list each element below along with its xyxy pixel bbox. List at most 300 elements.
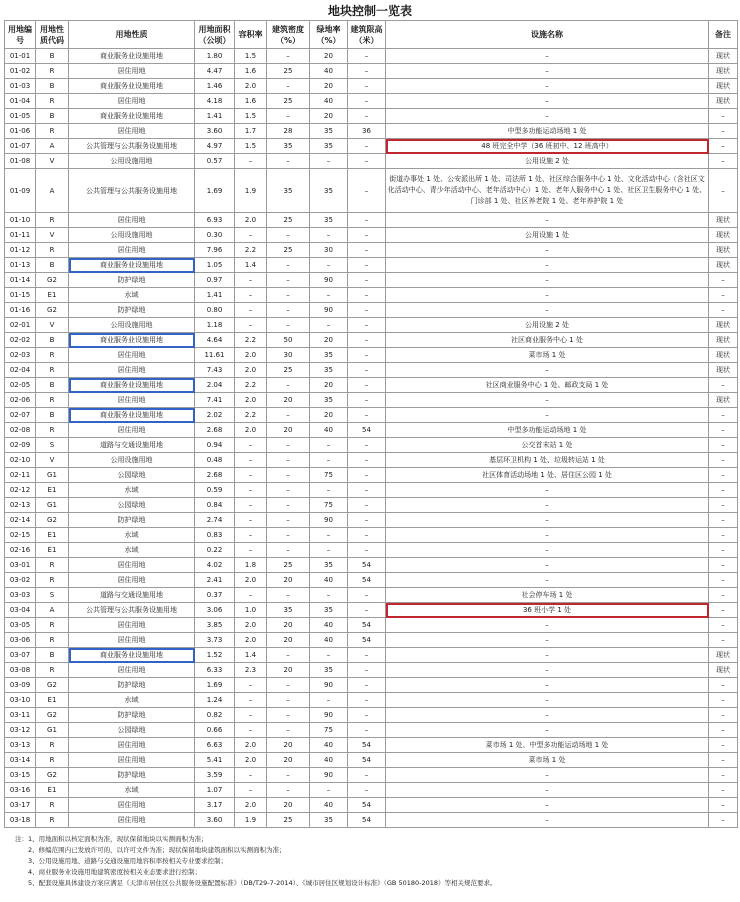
cell-plot-id: 01-07 <box>5 139 36 154</box>
cell-height-limit: – <box>348 453 386 468</box>
cell-density: 20 <box>267 618 310 633</box>
cell-remark: – <box>709 498 738 513</box>
cell-green-rate: 35 <box>310 124 348 139</box>
cell-plot-id: 03-07 <box>5 648 36 663</box>
cell-land-use: 公共管理与公共服务设施用地 <box>69 139 195 154</box>
cell-plot-id: 01-05 <box>5 109 36 124</box>
cell-area: 0.80 <box>195 303 235 318</box>
cell-land-code: V <box>36 154 69 169</box>
cell-height-limit: – <box>348 303 386 318</box>
cell-land-code: R <box>36 348 69 363</box>
cell-area: 2.74 <box>195 513 235 528</box>
cell-remark: 现状 <box>709 228 738 243</box>
cell-green-rate: 35 <box>310 169 348 213</box>
cell-facility: – <box>386 768 709 783</box>
table-row <box>5 618 738 633</box>
cell-land-code: R <box>36 618 69 633</box>
cell-height-limit: – <box>348 228 386 243</box>
cell-density: – <box>267 318 310 333</box>
cell-land-code: A <box>36 169 69 213</box>
cell-green-rate: 20 <box>310 378 348 393</box>
cell-area: 2.41 <box>195 573 235 588</box>
cell-plot-id: 01-06 <box>5 124 36 139</box>
cell-remark: – <box>709 723 738 738</box>
cell-area: 4.18 <box>195 94 235 109</box>
cell-land-use: 商业服务业设施用地 <box>69 333 195 348</box>
cell-land-code: R <box>36 753 69 768</box>
table-row <box>5 243 738 258</box>
cell-plot-id: 02-01 <box>5 318 36 333</box>
cell-land-use: 居住用地 <box>69 393 195 408</box>
cell-plot-id: 03-14 <box>5 753 36 768</box>
cell-land-use: 居住用地 <box>69 753 195 768</box>
cell-area: 5.41 <box>195 753 235 768</box>
cell-area: 0.57 <box>195 154 235 169</box>
cell-height-limit: 36 <box>348 124 386 139</box>
cell-land-code: A <box>36 139 69 154</box>
cell-green-rate: 20 <box>310 408 348 423</box>
cell-remark: 现状 <box>709 393 738 408</box>
cell-far: – <box>235 453 267 468</box>
cell-land-use: 公用设施用地 <box>69 318 195 333</box>
cell-remark: 现状 <box>709 333 738 348</box>
cell-land-use: 居住用地 <box>69 213 195 228</box>
cell-far: 2.0 <box>235 573 267 588</box>
cell-height-limit: – <box>348 273 386 288</box>
note-text: 5、配套设施具体建设方案应满足《天津市居住区公共服务设施配置标准》（DB/T29-7-2014）、《城市居住区规划设计标准》（GB 50180-2018）等相关规范要求。 <box>28 879 497 887</box>
cell-plot-id: 03-10 <box>5 693 36 708</box>
cell-plot-id: 03-09 <box>5 678 36 693</box>
cell-green-rate: 90 <box>310 303 348 318</box>
cell-facility: 社会停车场 1 处 <box>386 588 709 603</box>
cell-density: 25 <box>267 213 310 228</box>
cell-area: 4.02 <box>195 558 235 573</box>
cell-density: – <box>267 513 310 528</box>
cell-green-rate: – <box>310 438 348 453</box>
cell-area: 3.60 <box>195 813 235 828</box>
cell-facility: – <box>386 678 709 693</box>
cell-density: 50 <box>267 333 310 348</box>
cell-area: 0.22 <box>195 543 235 558</box>
cell-land-code: V <box>36 318 69 333</box>
cell-facility: – <box>386 723 709 738</box>
header-land-code: 用地性质代码 <box>36 21 69 49</box>
cell-facility: – <box>386 648 709 663</box>
cell-land-code: G1 <box>36 723 69 738</box>
cell-far: 1.0 <box>235 603 267 618</box>
cell-height-limit: 54 <box>348 813 386 828</box>
cell-land-use: 居住用地 <box>69 124 195 139</box>
cell-area: 6.33 <box>195 663 235 678</box>
cell-plot-id: 02-08 <box>5 423 36 438</box>
cell-density: – <box>267 154 310 169</box>
cell-area: 4.47 <box>195 64 235 79</box>
table-row <box>5 708 738 723</box>
cell-density: 20 <box>267 393 310 408</box>
table-row <box>5 303 738 318</box>
cell-height-limit: – <box>348 498 386 513</box>
cell-plot-id: 01-12 <box>5 243 36 258</box>
cell-facility: – <box>386 663 709 678</box>
table-row <box>5 453 738 468</box>
note-line <box>6 845 740 856</box>
cell-density: – <box>267 468 310 483</box>
cell-remark: – <box>709 708 738 723</box>
cell-density: – <box>267 648 310 663</box>
cell-height-limit: – <box>348 333 386 348</box>
cell-green-rate: – <box>310 783 348 798</box>
cell-land-use: 防护绿地 <box>69 768 195 783</box>
cell-far: – <box>235 468 267 483</box>
cell-area: 6.93 <box>195 213 235 228</box>
cell-far: – <box>235 783 267 798</box>
cell-land-code: G1 <box>36 468 69 483</box>
cell-remark: 现状 <box>709 318 738 333</box>
cell-green-rate: 35 <box>310 393 348 408</box>
cell-height-limit: – <box>348 468 386 483</box>
cell-facility: – <box>386 363 709 378</box>
cell-height-limit: – <box>348 723 386 738</box>
cell-far: – <box>235 483 267 498</box>
table-row <box>5 783 738 798</box>
header-remark: 备注 <box>709 21 738 49</box>
cell-facility: 36 班小学 1 处 <box>386 603 709 618</box>
cell-density: – <box>267 303 310 318</box>
cell-height-limit: – <box>348 79 386 94</box>
cell-land-code: G1 <box>36 498 69 513</box>
cell-remark: – <box>709 588 738 603</box>
cell-remark: – <box>709 783 738 798</box>
cell-land-code: B <box>36 49 69 64</box>
cell-height-limit: – <box>348 513 386 528</box>
table-row <box>5 348 738 363</box>
cell-land-use: 水域 <box>69 288 195 303</box>
cell-land-use: 水域 <box>69 543 195 558</box>
cell-far: – <box>235 768 267 783</box>
cell-height-limit: – <box>348 528 386 543</box>
cell-area: 2.68 <box>195 423 235 438</box>
cell-far: – <box>235 273 267 288</box>
cell-far: 2.2 <box>235 243 267 258</box>
cell-land-use: 公用设施用地 <box>69 228 195 243</box>
table-row <box>5 363 738 378</box>
cell-facility: 社区商业服务中心 1 处、邮政支局 1 处 <box>386 378 709 393</box>
cell-area: 1.41 <box>195 109 235 124</box>
cell-density: – <box>267 288 310 303</box>
cell-height-limit: – <box>348 348 386 363</box>
notes-prefix: 注： <box>15 835 28 843</box>
header-plot-id: 用地编号 <box>5 21 36 49</box>
cell-height-limit: – <box>348 438 386 453</box>
table-row <box>5 543 738 558</box>
cell-land-code: S <box>36 438 69 453</box>
cell-remark: – <box>709 169 738 213</box>
cell-land-code: V <box>36 453 69 468</box>
cell-height-limit: 54 <box>348 798 386 813</box>
cell-far: 2.0 <box>235 753 267 768</box>
cell-land-use: 居住用地 <box>69 348 195 363</box>
cell-facility: – <box>386 618 709 633</box>
cell-green-rate: 75 <box>310 468 348 483</box>
cell-remark: – <box>709 139 738 154</box>
cell-green-rate: 90 <box>310 678 348 693</box>
cell-land-code: G2 <box>36 273 69 288</box>
cell-height-limit: – <box>348 243 386 258</box>
cell-land-use: 居住用地 <box>69 618 195 633</box>
cell-density: – <box>267 378 310 393</box>
cell-land-code: B <box>36 79 69 94</box>
cell-area: 4.64 <box>195 333 235 348</box>
cell-area: 1.46 <box>195 79 235 94</box>
cell-green-rate: 90 <box>310 273 348 288</box>
table-row <box>5 318 738 333</box>
cell-land-use: 居住用地 <box>69 363 195 378</box>
cell-density: 35 <box>267 169 310 213</box>
cell-plot-id: 01-14 <box>5 273 36 288</box>
table-row <box>5 798 738 813</box>
cell-height-limit: – <box>348 154 386 169</box>
cell-remark: 现状 <box>709 64 738 79</box>
table-row <box>5 273 738 288</box>
cell-land-code: G2 <box>36 513 69 528</box>
cell-facility: – <box>386 243 709 258</box>
cell-facility: 中型多功能运动场地 1 处 <box>386 124 709 139</box>
cell-remark: – <box>709 483 738 498</box>
cell-remark: 现状 <box>709 79 738 94</box>
cell-area: 1.80 <box>195 49 235 64</box>
cell-green-rate: 20 <box>310 49 348 64</box>
cell-plot-id: 02-04 <box>5 363 36 378</box>
cell-remark: – <box>709 468 738 483</box>
cell-green-rate: 35 <box>310 348 348 363</box>
cell-far: 1.6 <box>235 94 267 109</box>
cell-far: – <box>235 228 267 243</box>
table-row <box>5 393 738 408</box>
cell-remark: – <box>709 378 738 393</box>
cell-remark: 现状 <box>709 258 738 273</box>
cell-land-code: R <box>36 573 69 588</box>
cell-height-limit: – <box>348 109 386 124</box>
cell-land-use: 防护绿地 <box>69 513 195 528</box>
cell-green-rate: – <box>310 453 348 468</box>
table-row <box>5 513 738 528</box>
cell-area: 3.06 <box>195 603 235 618</box>
cell-height-limit: – <box>348 378 386 393</box>
cell-area: 6.63 <box>195 738 235 753</box>
cell-facility: 菜市场 1 处 <box>386 348 709 363</box>
note-line <box>6 878 740 889</box>
table-row <box>5 723 738 738</box>
cell-facility: – <box>386 798 709 813</box>
cell-green-rate: – <box>310 483 348 498</box>
table-row <box>5 468 738 483</box>
cell-density: – <box>267 528 310 543</box>
cell-height-limit: – <box>348 408 386 423</box>
cell-land-use: 居住用地 <box>69 558 195 573</box>
cell-land-code: G2 <box>36 678 69 693</box>
cell-density: 25 <box>267 64 310 79</box>
cell-green-rate: 35 <box>310 139 348 154</box>
cell-height-limit: 54 <box>348 558 386 573</box>
cell-facility: – <box>386 513 709 528</box>
cell-land-code: R <box>36 124 69 139</box>
cell-land-code: S <box>36 588 69 603</box>
cell-land-use: 公共管理与公共服务设施用地 <box>69 169 195 213</box>
cell-land-code: E1 <box>36 693 69 708</box>
header-green-rate: 绿地率（%） <box>310 21 348 49</box>
cell-green-rate: 40 <box>310 633 348 648</box>
cell-facility: – <box>386 708 709 723</box>
cell-density: – <box>267 273 310 288</box>
cell-green-rate: – <box>310 318 348 333</box>
cell-plot-id: 01-09 <box>5 169 36 213</box>
cell-height-limit: 54 <box>348 738 386 753</box>
cell-height-limit: – <box>348 663 386 678</box>
cell-plot-id: 01-11 <box>5 228 36 243</box>
cell-facility: – <box>386 483 709 498</box>
cell-land-code: R <box>36 558 69 573</box>
cell-density: – <box>267 693 310 708</box>
cell-far: – <box>235 154 267 169</box>
cell-land-use: 公共管理与公共服务设施用地 <box>69 603 195 618</box>
table-row <box>5 558 738 573</box>
cell-far: – <box>235 678 267 693</box>
cell-green-rate: – <box>310 288 348 303</box>
table-row <box>5 154 738 169</box>
cell-plot-id: 02-03 <box>5 348 36 363</box>
cell-height-limit: – <box>348 64 386 79</box>
table-row <box>5 333 738 348</box>
cell-green-rate: 90 <box>310 708 348 723</box>
cell-far: – <box>235 528 267 543</box>
cell-facility: 公用设施 2 处 <box>386 318 709 333</box>
cell-green-rate: 90 <box>310 768 348 783</box>
cell-green-rate: 20 <box>310 79 348 94</box>
table-row <box>5 663 738 678</box>
cell-land-code: G2 <box>36 708 69 723</box>
cell-remark: – <box>709 603 738 618</box>
cell-facility: – <box>386 783 709 798</box>
cell-far: – <box>235 588 267 603</box>
header-land-use: 用地性质 <box>69 21 195 49</box>
cell-remark: – <box>709 154 738 169</box>
note-text: 2、修编范围内已发放许可的，以许可文件为准；现状保留地块建筑面积以实测面积为准； <box>28 846 286 854</box>
cell-area: 1.05 <box>195 258 235 273</box>
cell-facility: – <box>386 288 709 303</box>
cell-green-rate: 35 <box>310 363 348 378</box>
cell-height-limit: 54 <box>348 423 386 438</box>
cell-green-rate: 40 <box>310 94 348 109</box>
cell-plot-id: 02-15 <box>5 528 36 543</box>
cell-land-code: R <box>36 813 69 828</box>
cell-land-code: E1 <box>36 288 69 303</box>
cell-facility: 菜市场 1 处、中型多功能运动场地 1 处 <box>386 738 709 753</box>
cell-far: – <box>235 543 267 558</box>
cell-remark: – <box>709 678 738 693</box>
cell-land-use: 商业服务业设施用地 <box>69 648 195 663</box>
cell-far: – <box>235 288 267 303</box>
cell-facility: 公用设施 2 处 <box>386 154 709 169</box>
cell-far: 1.9 <box>235 169 267 213</box>
cell-land-code: B <box>36 378 69 393</box>
cell-area: 2.68 <box>195 468 235 483</box>
cell-plot-id: 02-16 <box>5 543 36 558</box>
header-facility: 设施名称 <box>386 21 709 49</box>
cell-land-code: A <box>36 603 69 618</box>
cell-far: 2.0 <box>235 423 267 438</box>
cell-density: 25 <box>267 363 310 378</box>
cell-facility: – <box>386 543 709 558</box>
header-density: 建筑密度（%） <box>267 21 310 49</box>
cell-far: 2.0 <box>235 363 267 378</box>
cell-green-rate: 20 <box>310 109 348 124</box>
cell-density: – <box>267 543 310 558</box>
cell-land-code: B <box>36 333 69 348</box>
table-row <box>5 678 738 693</box>
cell-land-use: 居住用地 <box>69 573 195 588</box>
cell-far: 2.0 <box>235 79 267 94</box>
cell-height-limit: – <box>348 139 386 154</box>
cell-green-rate: 75 <box>310 723 348 738</box>
cell-green-rate: 90 <box>310 513 348 528</box>
cell-land-use: 防护绿地 <box>69 708 195 723</box>
cell-land-use: 商业服务业设施用地 <box>69 408 195 423</box>
cell-height-limit: – <box>348 363 386 378</box>
cell-green-rate: – <box>310 648 348 663</box>
cell-density: – <box>267 708 310 723</box>
cell-remark: – <box>709 693 738 708</box>
table-header-row <box>5 21 738 49</box>
cell-area: 0.94 <box>195 438 235 453</box>
cell-green-rate: 75 <box>310 498 348 513</box>
cell-area: 1.24 <box>195 693 235 708</box>
cell-density: – <box>267 453 310 468</box>
cell-land-code: R <box>36 363 69 378</box>
table-row <box>5 753 738 768</box>
cell-green-rate: 40 <box>310 753 348 768</box>
cell-land-use: 公用设施用地 <box>69 453 195 468</box>
cell-land-code: E1 <box>36 483 69 498</box>
cell-facility: – <box>386 273 709 288</box>
cell-plot-id: 03-11 <box>5 708 36 723</box>
cell-area: 7.41 <box>195 393 235 408</box>
cell-area: 3.59 <box>195 768 235 783</box>
cell-plot-id: 02-06 <box>5 393 36 408</box>
cell-area: 0.48 <box>195 453 235 468</box>
cell-density: 20 <box>267 423 310 438</box>
cell-plot-id: 01-04 <box>5 94 36 109</box>
cell-area: 2.02 <box>195 408 235 423</box>
table-row <box>5 94 738 109</box>
cell-land-code: B <box>36 109 69 124</box>
cell-remark: – <box>709 618 738 633</box>
cell-area: 3.85 <box>195 618 235 633</box>
cell-far: 2.0 <box>235 738 267 753</box>
header-height-limit: 建筑限高（米） <box>348 21 386 49</box>
cell-land-code: R <box>36 243 69 258</box>
cell-remark: – <box>709 273 738 288</box>
cell-density: – <box>267 678 310 693</box>
cell-plot-id: 03-05 <box>5 618 36 633</box>
table-row <box>5 109 738 124</box>
cell-density: – <box>267 408 310 423</box>
cell-height-limit: – <box>348 603 386 618</box>
cell-facility: – <box>386 813 709 828</box>
cell-remark: – <box>709 573 738 588</box>
cell-facility: 48 班完全中学（36 班初中、12 班高中） <box>386 139 709 154</box>
cell-density: 20 <box>267 753 310 768</box>
cell-density: 25 <box>267 243 310 258</box>
